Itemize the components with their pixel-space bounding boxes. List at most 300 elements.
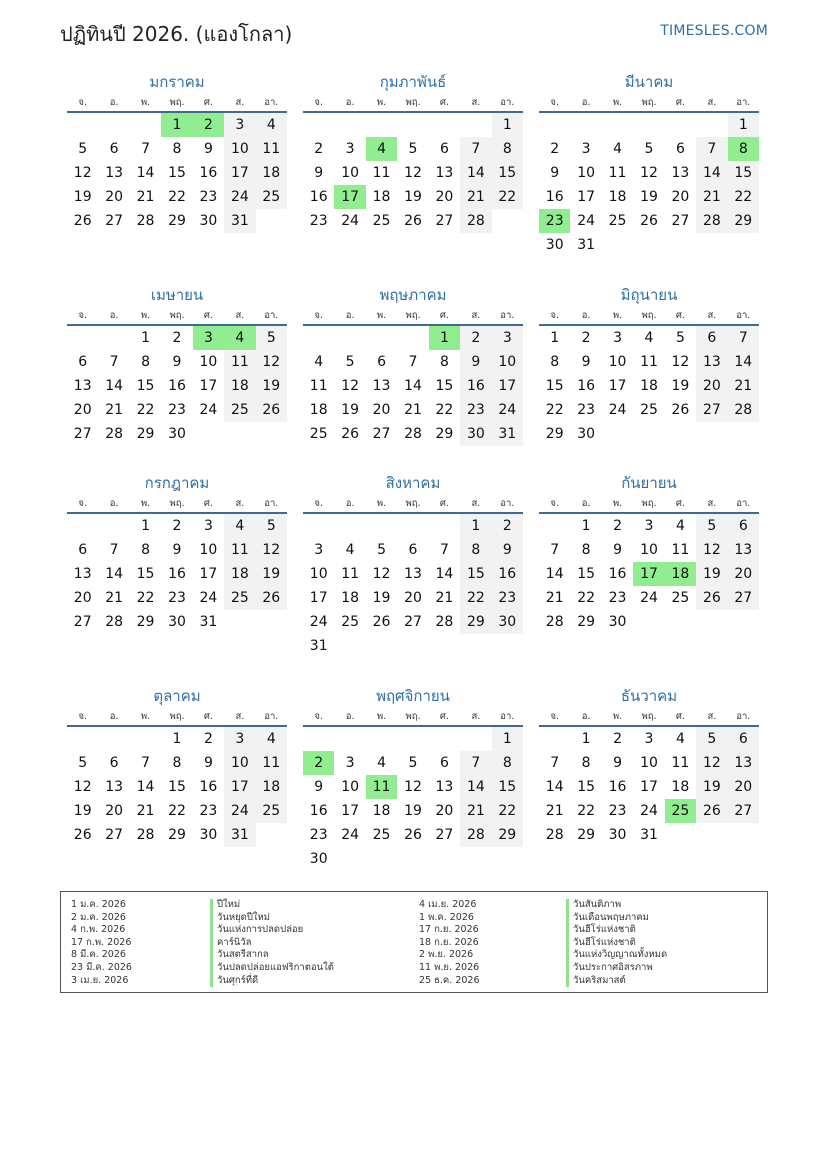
- day-cell: 9: [172, 354, 182, 370]
- weekday-label: ส.: [471, 498, 481, 509]
- day-cell: 14: [435, 566, 454, 582]
- day-cell: 12: [73, 779, 92, 795]
- day-cell: 31: [199, 614, 218, 630]
- day-cell: 14: [460, 775, 491, 799]
- day-cell: 20: [73, 590, 92, 606]
- day-cell: 15: [728, 161, 759, 185]
- legend-dates-column-2: [419, 899, 480, 987]
- weekday-label: พ.: [140, 498, 151, 509]
- day-cell: 16: [608, 566, 627, 582]
- day-cell: 8: [439, 354, 449, 370]
- weekday-label: ศ.: [439, 310, 449, 321]
- month-block: [67, 471, 287, 634]
- empty-day-cell: [602, 113, 633, 137]
- day-cell: 13: [105, 779, 124, 795]
- legend-date: 4 เม.ย. 2026: [419, 899, 477, 910]
- site-brand-link[interactable]: TIMESLES.COM: [660, 23, 768, 39]
- day-cell: 22: [492, 799, 523, 823]
- empty-day-cell: [633, 113, 664, 137]
- empty-day-cell: [303, 326, 334, 350]
- legend-holiday-name: วันฮีโร่แห่งชาติ: [566, 937, 667, 950]
- day-cell: 2: [492, 514, 523, 538]
- month-block: [303, 684, 523, 871]
- day-cell: 25: [341, 614, 360, 630]
- day-cell: 3: [613, 330, 623, 346]
- weekday-label: อ.: [581, 310, 591, 321]
- day-cell: 16: [577, 378, 596, 394]
- day-cell: 11: [341, 566, 360, 582]
- weekday-label: พ.: [140, 310, 151, 321]
- day-cell: 1: [460, 514, 491, 538]
- weekday-label: พฤ.: [169, 310, 185, 321]
- weekday-label: อา.: [500, 711, 515, 722]
- weekday-label: พฤ.: [641, 498, 657, 509]
- weekday-label: จ.: [78, 711, 87, 722]
- day-cell: 9: [203, 755, 213, 771]
- weekday-label: ส.: [707, 310, 717, 321]
- day-cell: 24: [492, 398, 523, 422]
- day-cell: 21: [696, 185, 727, 209]
- day-cell: 22: [545, 402, 564, 418]
- day-cell: 29: [492, 823, 523, 847]
- day-cell: 20: [435, 189, 454, 205]
- day-cell: 5: [696, 514, 727, 538]
- day-cell: 29: [460, 610, 491, 634]
- weekday-label: พฤ.: [169, 498, 185, 509]
- day-cell: 9: [581, 354, 591, 370]
- legend-date: 23 มี.ค. 2026: [71, 961, 132, 973]
- day-cell: 19: [404, 803, 422, 819]
- day-cell: 10: [640, 542, 658, 558]
- day-cell: 17: [633, 562, 664, 586]
- day-cell: 17: [224, 775, 255, 799]
- day-cell: 18: [224, 374, 255, 398]
- legend-date: 4 ก.พ. 2026: [71, 924, 126, 936]
- empty-day-cell: [366, 113, 397, 137]
- day-cell: 6: [78, 354, 88, 370]
- day-cell: 12: [256, 350, 287, 374]
- weekday-label: จ.: [314, 711, 323, 722]
- day-cell: 10: [199, 354, 218, 370]
- weekday-label: อ.: [345, 310, 355, 321]
- day-cell: 30: [608, 827, 627, 843]
- day-cell: 29: [435, 426, 454, 442]
- day-cell: 1: [492, 727, 523, 751]
- day-cell: 14: [460, 161, 491, 185]
- empty-day-cell: [539, 113, 570, 137]
- weekday-label: ศ.: [203, 97, 213, 108]
- day-cell: 16: [168, 378, 186, 394]
- day-cell: 6: [109, 141, 119, 157]
- day-cell: 9: [492, 538, 523, 562]
- day-cell: 18: [671, 779, 690, 795]
- day-cell: 26: [404, 213, 422, 229]
- day-cell: 3: [581, 141, 591, 157]
- weekday-label: พ.: [376, 310, 387, 321]
- day-cell: 10: [224, 751, 255, 775]
- day-cell: 12: [404, 165, 422, 181]
- day-cell: 25: [224, 586, 255, 610]
- weekday-label: อา.: [736, 711, 751, 722]
- day-cell: 3: [644, 518, 654, 534]
- day-cell: 17: [492, 374, 523, 398]
- day-cell: 22: [577, 803, 596, 819]
- day-cell: 3: [203, 518, 213, 534]
- day-cell: 16: [199, 779, 218, 795]
- day-cell: 21: [435, 590, 454, 606]
- weekday-label: ส.: [471, 711, 481, 722]
- day-cell: 2: [460, 326, 491, 350]
- weekday-label: ศ.: [203, 711, 213, 722]
- day-cell: 11: [224, 350, 255, 374]
- day-cell: 5: [644, 141, 654, 157]
- month-name: มีนาคม: [624, 73, 674, 91]
- month-name: มกราคม: [149, 73, 205, 91]
- page-title: ปฏิทินปี 2026. (แองโกลา): [60, 22, 293, 46]
- day-cell: 25: [640, 402, 658, 418]
- weekday-label: ศ.: [675, 711, 685, 722]
- day-cell: 10: [341, 779, 360, 795]
- day-cell: 27: [73, 614, 92, 630]
- day-cell: 24: [640, 590, 658, 606]
- day-cell: 21: [460, 185, 491, 209]
- day-cell: 21: [460, 799, 491, 823]
- weekday-header: [67, 708, 287, 727]
- day-cell: 2: [314, 141, 324, 157]
- weekday-label: อา.: [736, 310, 751, 321]
- day-cell: 11: [671, 542, 690, 558]
- month-name: เมษายน: [150, 286, 204, 304]
- legend-date: 17 ก.ย. 2026: [419, 924, 479, 936]
- day-cell: 20: [728, 775, 759, 799]
- day-cell: 18: [256, 161, 287, 185]
- weekday-label: ส.: [235, 711, 245, 722]
- weekday-header: [303, 495, 523, 514]
- legend-holiday-name: วันแห่งวิญญาณทั้งหมด: [566, 949, 667, 962]
- day-cell: 27: [105, 827, 124, 843]
- day-cell: 3: [492, 326, 523, 350]
- empty-day-cell: [303, 514, 334, 538]
- day-cell: 27: [435, 213, 454, 229]
- day-cell: 24: [199, 590, 218, 606]
- weekday-header: [539, 307, 759, 326]
- day-cell: 17: [199, 378, 218, 394]
- weekday-label: อา.: [264, 498, 279, 509]
- empty-day-cell: [460, 113, 491, 137]
- day-cell: 16: [492, 562, 523, 586]
- day-cell: 16: [545, 189, 564, 205]
- day-grid: [67, 514, 287, 634]
- day-cell: 8: [141, 542, 151, 558]
- day-cell: 28: [460, 823, 491, 847]
- day-cell: 12: [404, 779, 422, 795]
- day-cell: 17: [199, 566, 218, 582]
- day-cell: 26: [372, 614, 391, 630]
- weekday-label: จ.: [78, 310, 87, 321]
- day-cell: 24: [577, 213, 596, 229]
- day-cell: 11: [256, 751, 287, 775]
- day-cell: 4: [256, 727, 287, 751]
- day-cell: 6: [439, 141, 449, 157]
- legend-holiday-name: วันสตรีสากล: [210, 949, 334, 962]
- day-cell: 13: [435, 779, 454, 795]
- day-cell: 16: [460, 374, 491, 398]
- day-cell: 13: [728, 751, 759, 775]
- empty-day-cell: [397, 727, 428, 751]
- weekday-label: อา.: [500, 97, 515, 108]
- month-block: [539, 684, 759, 847]
- month-name: ตุลาคม: [153, 687, 201, 705]
- day-cell: 19: [671, 378, 690, 394]
- day-cell: 23: [608, 590, 627, 606]
- month-name: พฤศจิกายน: [376, 687, 450, 705]
- day-cell: 4: [256, 113, 287, 137]
- day-cell: 28: [545, 827, 564, 843]
- day-cell: 2: [203, 731, 213, 747]
- day-cell: 6: [109, 755, 119, 771]
- day-cell: 22: [168, 189, 186, 205]
- day-cell: 10: [640, 755, 658, 771]
- empty-day-cell: [366, 326, 397, 350]
- day-cell: 24: [608, 402, 627, 418]
- day-cell: 5: [345, 354, 355, 370]
- day-cell: 14: [136, 779, 155, 795]
- weekday-label: ศ.: [675, 498, 685, 509]
- weekday-label: จ.: [550, 711, 559, 722]
- day-cell: 6: [696, 326, 727, 350]
- day-cell: 13: [372, 378, 391, 394]
- day-cell: 7: [728, 326, 759, 350]
- day-cell: 30: [460, 422, 491, 446]
- day-cell: 2: [172, 518, 182, 534]
- day-cell: 29: [168, 827, 186, 843]
- weekday-label: พฤ.: [169, 711, 185, 722]
- day-cell: 30: [545, 237, 564, 253]
- day-cell: 11: [224, 538, 255, 562]
- day-grid: [67, 113, 287, 233]
- day-cell: 15: [577, 779, 596, 795]
- day-cell: 18: [640, 378, 658, 394]
- day-cell: 10: [577, 165, 596, 181]
- day-cell: 3: [193, 326, 224, 350]
- day-cell: 25: [309, 426, 328, 442]
- weekday-label: ศ.: [675, 310, 685, 321]
- day-cell: 23: [309, 213, 328, 229]
- day-cell: 12: [671, 354, 690, 370]
- day-cell: 2: [613, 731, 623, 747]
- day-cell: 14: [545, 566, 564, 582]
- day-cell: 18: [608, 189, 627, 205]
- day-cell: 23: [492, 586, 523, 610]
- day-cell: 26: [404, 827, 422, 843]
- month-block: [539, 283, 759, 446]
- day-cell: 6: [439, 755, 449, 771]
- day-cell: 11: [366, 775, 397, 799]
- day-cell: 28: [136, 213, 155, 229]
- day-cell: 27: [728, 799, 759, 823]
- day-cell: 31: [309, 638, 328, 654]
- day-cell: 22: [460, 586, 491, 610]
- legend-date: 1 ม.ค. 2026: [71, 899, 126, 910]
- day-cell: 2: [550, 141, 560, 157]
- legend-holiday-name: ปีใหม่: [210, 899, 334, 912]
- day-cell: 7: [439, 542, 449, 558]
- day-cell: 29: [577, 614, 596, 630]
- day-cell: 15: [136, 378, 155, 394]
- day-cell: 10: [492, 350, 523, 374]
- empty-day-cell: [98, 514, 129, 538]
- day-cell: 9: [314, 165, 324, 181]
- day-cell: 14: [404, 378, 422, 394]
- weekday-label: พฤ.: [405, 310, 421, 321]
- day-cell: 20: [435, 803, 454, 819]
- month-block: [67, 70, 287, 233]
- day-cell: 21: [136, 189, 155, 205]
- day-cell: 9: [613, 542, 623, 558]
- weekday-label: จ.: [78, 97, 87, 108]
- weekday-label: พ.: [612, 711, 623, 722]
- day-cell: 10: [341, 165, 360, 181]
- day-cell: 13: [671, 165, 690, 181]
- day-cell: 19: [73, 189, 92, 205]
- empty-day-cell: [67, 727, 98, 751]
- empty-day-cell: [539, 727, 570, 751]
- day-cell: 14: [545, 779, 564, 795]
- weekday-label: จ.: [550, 310, 559, 321]
- weekday-label: อา.: [264, 97, 279, 108]
- day-cell: 6: [675, 141, 685, 157]
- day-cell: 7: [550, 755, 560, 771]
- legend-holiday-name: วันหยุดปีใหม่: [210, 912, 334, 925]
- day-cell: 19: [341, 402, 360, 418]
- day-cell: 1: [550, 330, 560, 346]
- empty-day-cell: [366, 514, 397, 538]
- day-cell: 1: [141, 518, 151, 534]
- day-cell: 20: [696, 374, 727, 398]
- day-cell: 31: [577, 237, 596, 253]
- day-cell: 8: [581, 755, 591, 771]
- weekday-label: อ.: [109, 97, 119, 108]
- day-cell: 5: [408, 755, 418, 771]
- day-cell: 17: [640, 779, 658, 795]
- day-cell: 1: [172, 731, 182, 747]
- day-cell: 30: [168, 614, 186, 630]
- weekday-label: อ.: [581, 97, 591, 108]
- weekday-label: จ.: [78, 498, 87, 509]
- day-cell: 17: [341, 803, 360, 819]
- legend-holiday-name: วันแห่งการปลดปล่อย: [210, 924, 334, 937]
- month-name: พฤษภาคม: [379, 286, 447, 304]
- weekday-label: จ.: [314, 498, 323, 509]
- day-cell: 24: [224, 185, 255, 209]
- empty-day-cell: [429, 727, 460, 751]
- day-cell: 12: [73, 165, 92, 181]
- day-cell: 15: [545, 378, 564, 394]
- day-cell: 25: [665, 799, 696, 823]
- day-cell: 26: [341, 426, 360, 442]
- day-cell: 20: [404, 590, 422, 606]
- day-cell: 25: [372, 827, 391, 843]
- day-cell: 6: [408, 542, 418, 558]
- legend-holiday-name: วันฮีโร่แห่งชาติ: [566, 924, 667, 937]
- weekday-label: ศ.: [439, 498, 449, 509]
- empty-day-cell: [397, 326, 428, 350]
- legend-date: 25 ธ.ค. 2026: [419, 974, 480, 986]
- day-cell: 4: [224, 514, 255, 538]
- day-cell: 13: [73, 566, 92, 582]
- day-cell: 26: [671, 402, 690, 418]
- weekday-header: [539, 94, 759, 113]
- weekday-label: พ.: [612, 310, 623, 321]
- day-cell: 7: [550, 542, 560, 558]
- day-cell: 18: [224, 562, 255, 586]
- day-cell: 5: [696, 727, 727, 751]
- day-cell: 8: [172, 755, 182, 771]
- day-cell: 21: [545, 590, 564, 606]
- day-cell: 30: [309, 851, 328, 867]
- weekday-label: พฤ.: [641, 711, 657, 722]
- day-cell: 12: [696, 751, 727, 775]
- day-cell: 29: [136, 426, 155, 442]
- empty-day-cell: [665, 113, 696, 137]
- day-cell: 16: [168, 566, 186, 582]
- weekday-label: จ.: [314, 97, 323, 108]
- day-cell: 4: [613, 141, 623, 157]
- day-cell: 20: [105, 803, 124, 819]
- day-cell: 19: [696, 775, 727, 799]
- day-cell: 14: [136, 165, 155, 181]
- day-cell: 2: [303, 751, 334, 775]
- legend-dates-column-1: [71, 899, 132, 987]
- day-cell: 10: [224, 137, 255, 161]
- day-cell: 25: [224, 398, 255, 422]
- day-cell: 8: [460, 538, 491, 562]
- day-cell: 20: [105, 189, 124, 205]
- month-name: สิงหาคม: [385, 474, 441, 492]
- legend-date: 3 เม.ย. 2026: [71, 974, 129, 986]
- day-cell: 27: [435, 827, 454, 843]
- day-cell: 5: [675, 330, 685, 346]
- weekday-label: อ.: [581, 711, 591, 722]
- day-cell: 26: [640, 213, 658, 229]
- day-cell: 8: [141, 354, 151, 370]
- day-cell: 1: [141, 330, 151, 346]
- day-cell: 21: [105, 402, 124, 418]
- day-cell: 17: [577, 189, 596, 205]
- day-cell: 27: [372, 426, 391, 442]
- legend-date: 2 ม.ค. 2026: [71, 911, 126, 923]
- month-name: ธันวาคม: [620, 687, 678, 705]
- day-cell: 24: [199, 402, 218, 418]
- weekday-label: อ.: [345, 498, 355, 509]
- day-cell: 5: [78, 141, 88, 157]
- day-cell: 7: [408, 354, 418, 370]
- weekday-label: ส.: [235, 97, 245, 108]
- legend-holiday-name: วันประกาศอิสรภาพ: [566, 962, 667, 975]
- weekday-label: ส.: [707, 711, 717, 722]
- day-cell: 14: [105, 378, 124, 394]
- weekday-label: อา.: [736, 97, 751, 108]
- day-cell: 15: [168, 165, 186, 181]
- day-cell: 13: [728, 538, 759, 562]
- month-block: [67, 684, 287, 847]
- weekday-header: [67, 495, 287, 514]
- day-cell: 8: [581, 542, 591, 558]
- empty-day-cell: [303, 727, 334, 751]
- empty-day-cell: [334, 326, 365, 350]
- day-cell: 24: [341, 827, 360, 843]
- day-cell: 19: [73, 803, 92, 819]
